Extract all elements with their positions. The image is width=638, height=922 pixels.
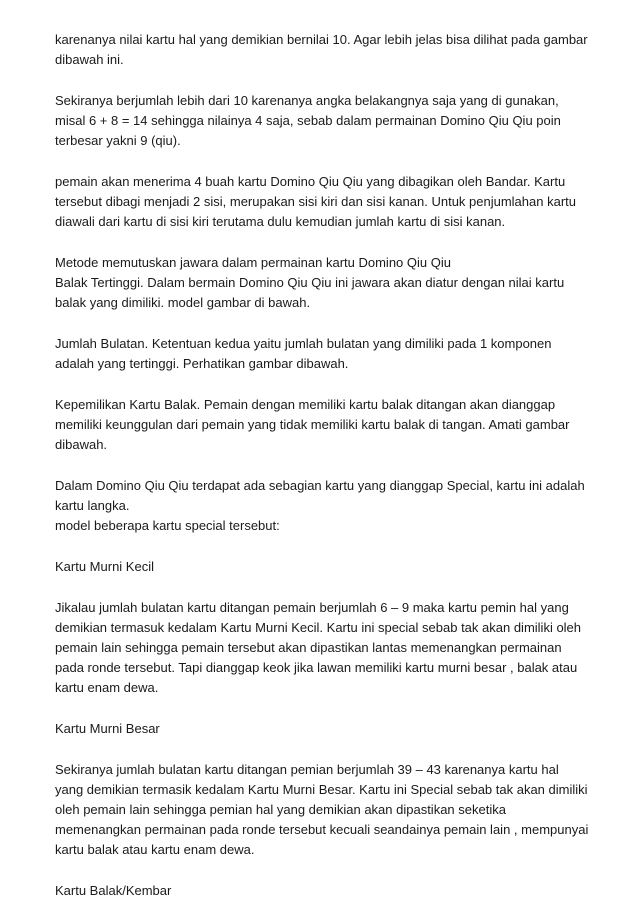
paragraph bbox=[55, 881, 615, 901]
document-body bbox=[55, 30, 615, 922]
paragraph bbox=[55, 334, 615, 374]
text-line: model beberapa kartu special tersebut: bbox=[55, 518, 280, 533]
text-line: memiliki keunggulan dari pemain yang tidak memiliki kartu balak di tangan. Amati gambar bbox=[55, 417, 570, 432]
text-line: Kepemilikan Kartu Balak. Pemain dengan memiliki kartu balak ditangan akan dianggap bbox=[55, 397, 556, 412]
paragraph bbox=[55, 719, 615, 739]
text-line: Kartu Murni Besar bbox=[55, 721, 160, 736]
text-line: kartu langka. bbox=[55, 498, 130, 513]
text-line: karenanya nilai kartu hal yang demikian bernilai 10. Agar lebih jelas bisa dilihat pada gambar bbox=[55, 32, 588, 47]
paragraph bbox=[55, 557, 615, 577]
text-line: demikian termasuk kedalam Kartu Murni Kecil. Kartu ini special sebab tak akan dimiliki oleh bbox=[55, 620, 582, 635]
text-line: Dalam Domino Qiu Qiu terdapat ada sebagian kartu yang dianggap Special, kartu ini adalah bbox=[55, 478, 585, 493]
paragraph bbox=[55, 30, 615, 70]
text-line: memenangkan permainan pada ronde tersebut kecuali seandainya pemain lain , mempunyai bbox=[55, 822, 589, 837]
text-line: kartu enam dewa. bbox=[55, 680, 159, 695]
text-line: balak yang dimiliki. model gambar di bawah. bbox=[55, 295, 311, 310]
text-line: pemain lain sehingga pemain tersebut akan dipastikan lantas memenangkan permainan bbox=[55, 640, 562, 655]
text-line: Sekiranya berjumlah lebih dari 10 karenanya angka belakangnya saja yang di gunakan, bbox=[55, 93, 559, 108]
text-line: terbesar yakni 9 (qiu). bbox=[55, 133, 181, 148]
text-line: pada ronde tersebut. Tapi dianggap keok jika lawan memiliki kartu murni besar , balak atau bbox=[55, 660, 578, 675]
text-line: adalah yang tertinggi. Perhatikan gambar dibawah. bbox=[55, 356, 349, 371]
text-line: Jikalau jumlah bulatan kartu ditangan pemain berjumlah 6 – 9 maka kartu pemin hal yang bbox=[55, 600, 569, 615]
text-line: oleh pemain lain sehingga pemian hal yang demikian akan dipastikan seketika bbox=[55, 802, 506, 817]
text-line: Sekiranya jumlah bulatan kartu ditangan pemian berjumlah 39 – 43 karenanya kartu hal bbox=[55, 762, 559, 777]
text-line: misal 6 + 8 = 14 sehingga nilainya 4 saja, sebab dalam permainan Domino Qiu Qiu poin bbox=[55, 113, 561, 128]
paragraph bbox=[55, 476, 615, 536]
paragraph bbox=[55, 91, 615, 151]
text-line: Kartu Balak/Kembar bbox=[55, 883, 172, 898]
text-line: Kartu Murni Kecil bbox=[55, 559, 154, 574]
text-line: dibawah ini. bbox=[55, 52, 124, 67]
text-line: Metode memutuskan jawara dalam permainan kartu Domino Qiu Qiu bbox=[55, 255, 451, 270]
text-line: tersebut dibagi menjadi 2 sisi, merupakan sisi kiri dan sisi kanan. Untuk penjumlahan kartu bbox=[55, 194, 576, 209]
paragraph bbox=[55, 172, 615, 232]
text-line: kartu balak atau kartu enam dewa. bbox=[55, 842, 255, 857]
text-line: diawali dari kartu di sisi kiri terutama dulu kemudian jumlah kartu di sisi kanan. bbox=[55, 214, 506, 229]
text-line: pemain akan menerima 4 buah kartu Domino Qiu Qiu yang dibagikan oleh Bandar. Kartu bbox=[55, 174, 566, 189]
text-line: dibawah. bbox=[55, 437, 108, 452]
paragraph bbox=[55, 253, 615, 313]
text-line: Jumlah Bulatan. Ketentuan kedua yaitu jumlah bulatan yang dimiliki pada 1 komponen bbox=[55, 336, 552, 351]
text-line: yang demikian termasik kedalam Kartu Murni Besar. Kartu ini Special sebab tak akan dimiliki bbox=[55, 782, 588, 797]
paragraph bbox=[55, 760, 615, 860]
paragraph bbox=[55, 598, 615, 698]
paragraph bbox=[55, 395, 615, 455]
text-line: Balak Tertinggi. Dalam bermain Domino Qiu Qiu ini jawara akan diatur dengan nilai kartu bbox=[55, 275, 565, 290]
